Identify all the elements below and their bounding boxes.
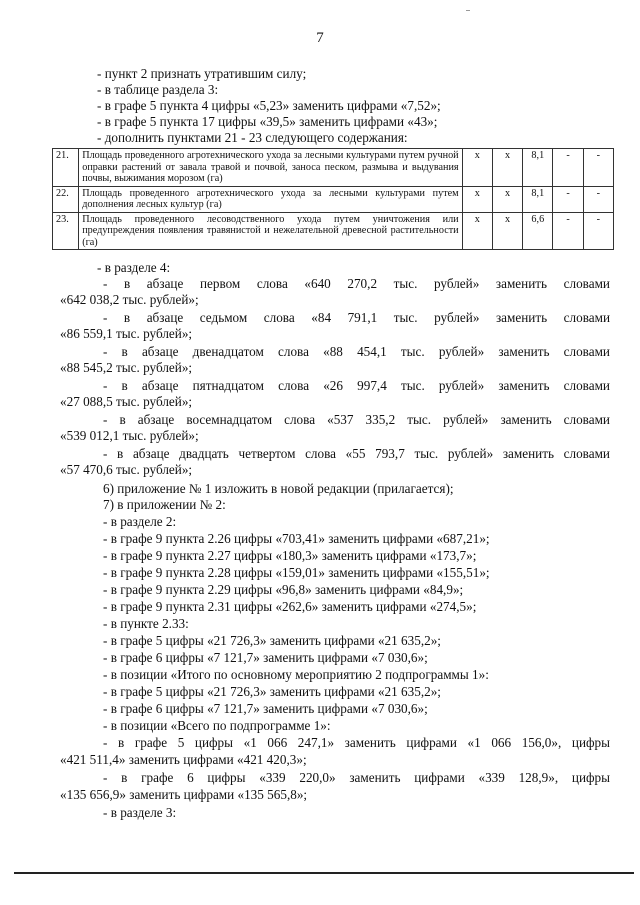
text-line: - в таблице раздела 3: xyxy=(97,82,219,97)
text-line: 6) приложение № 1 изложить в новой редакции (прилагается); xyxy=(103,481,454,496)
row-description: Площадь проведенного лесоводственного ухода путем уничтожения или предупреждения появления травянистой и нежелательной древесной растительности (га) xyxy=(79,212,462,250)
table-cell: - xyxy=(553,149,583,187)
text-line: «539 012,1 тыс. рублей»; xyxy=(60,428,199,443)
text-line: - в абзаце первом слова «640 270,2 тыс. рублей» заменить словами xyxy=(103,276,610,291)
text-line: - в графе 9 пункта 2.26 цифры «703,41» заменить цифрами «687,21»; xyxy=(103,531,490,546)
page-number: 7 xyxy=(316,30,324,46)
text-line: «642 038,2 тыс. рублей»; xyxy=(60,292,199,307)
text-line: - в графе 9 пункта 2.27 цифры «180,3» заменить цифрами «173,7»; xyxy=(103,548,477,563)
text-line: - в графе 5 цифры «1 066 247,1» заменить цифрами «1 066 156,0», цифры xyxy=(103,735,610,750)
text-line: - в абзаце восемнадцатом слова «537 335,2 тыс. рублей» заменить словами xyxy=(103,412,610,427)
table-cell: 6,6 xyxy=(523,212,553,250)
table-cell: х xyxy=(492,149,522,187)
text-line: - в абзаце седьмом слова «84 791,1 тыс. рублей» заменить словами xyxy=(103,310,610,325)
text-line: «86 559,1 тыс. рублей»; xyxy=(60,326,193,341)
table-cell: 8,1 xyxy=(523,186,553,212)
table-cell: х xyxy=(462,149,492,187)
text-line: - в графе 9 пункта 2.28 цифры «159,01» заменить цифрами «155,51»; xyxy=(103,565,490,580)
row-number: 23. xyxy=(53,212,79,250)
text-line: - в разделе 3: xyxy=(103,805,177,820)
table-cell: - xyxy=(583,212,613,250)
row-number: 21. xyxy=(53,149,79,187)
table-row xyxy=(53,186,614,212)
text-line: - в графе 5 цифры «21 726,3» заменить цифрами «21 635,2»; xyxy=(103,684,441,699)
text-line: - в графе 6 цифры «7 121,7» заменить цифрами «7 030,6»; xyxy=(103,650,428,665)
bottom-divider xyxy=(14,872,634,874)
table-cell: х xyxy=(492,186,522,212)
text-line: - в разделе 2: xyxy=(103,514,177,529)
text-line: - в позиции «Итого по основному мероприятию 2 подпрограммы 1»: xyxy=(103,667,489,682)
text-line: - в абзаце двадцать четвертом слова «55 793,7 тыс. рублей» заменить словами xyxy=(103,446,610,461)
text-line: - в графе 9 пункта 2.29 цифры «96,8» заменить цифрами «84,9»; xyxy=(103,582,464,597)
table-cell: - xyxy=(583,186,613,212)
table-cell: х xyxy=(492,212,522,250)
row-description: Площадь проведенного агротехнического ухода за лесными культурами путем дополнения лесных культур (га) xyxy=(79,186,462,212)
text-line: - в графе 9 пункта 2.31 цифры «262,6» заменить цифрами «274,5»; xyxy=(103,599,477,614)
row-number: 22. xyxy=(53,186,79,212)
table-row xyxy=(53,212,614,250)
text-line: - пункт 2 признать утратившим силу; xyxy=(97,66,307,81)
text-line: - в разделе 4: xyxy=(97,260,171,275)
text-line: - в абзаце двенадцатом слова «88 454,1 тыс. рублей» заменить словами xyxy=(103,344,610,359)
row-description: Площадь проведенного агротехнического ухода за лесными культурами путем ручной оправки растений от завала травой и почвой, заноса песком, размыва и выдувания почвы, выжимания морозом (га) xyxy=(79,149,462,187)
text-line: 7) в приложении № 2: xyxy=(103,497,226,512)
text-line: - в графе 6 цифры «7 121,7» заменить цифрами «7 030,6»; xyxy=(103,701,428,716)
text-line: - в графе 5 пункта 4 цифры «5,23» заменить цифрами «7,52»; xyxy=(97,98,441,113)
text-line: «57 470,6 тыс. рублей»; xyxy=(60,462,193,477)
indicators-table xyxy=(52,148,614,250)
text-line: - в позиции «Всего по подпрограмме 1»: xyxy=(103,718,331,733)
table-cell: - xyxy=(553,186,583,212)
text-line: - в графе 5 цифры «21 726,3» заменить цифрами «21 635,2»; xyxy=(103,633,441,648)
text-line: «421 511,4» заменить цифрами «421 420,3»; xyxy=(60,752,307,767)
text-line: «88 545,2 тыс. рублей»; xyxy=(60,360,193,375)
table-cell: 8,1 xyxy=(523,149,553,187)
text-line: - в абзаце пятнадцатом слова «26 997,4 тыс. рублей» заменить словами xyxy=(103,378,610,393)
text-line: - в пункте 2.33: xyxy=(103,616,189,631)
text-line: - в графе 6 цифры «339 220,0» заменить цифрами «339 128,9», цифры xyxy=(103,770,610,785)
text-line: - в графе 5 пункта 17 цифры «39,5» заменить цифрами «43»; xyxy=(97,114,438,129)
text-line: «27 088,5 тыс. рублей»; xyxy=(60,394,193,409)
table-cell: - xyxy=(553,212,583,250)
text-line: - дополнить пунктами 21 - 23 следующего содержания: xyxy=(97,130,408,145)
table-row xyxy=(53,149,614,187)
table-cell: х xyxy=(462,186,492,212)
table-cell: - xyxy=(583,149,613,187)
table-cell: х xyxy=(462,212,492,250)
text-line: «135 656,9» заменить цифрами «135 565,8»; xyxy=(60,787,308,802)
scan-mark xyxy=(466,10,470,11)
